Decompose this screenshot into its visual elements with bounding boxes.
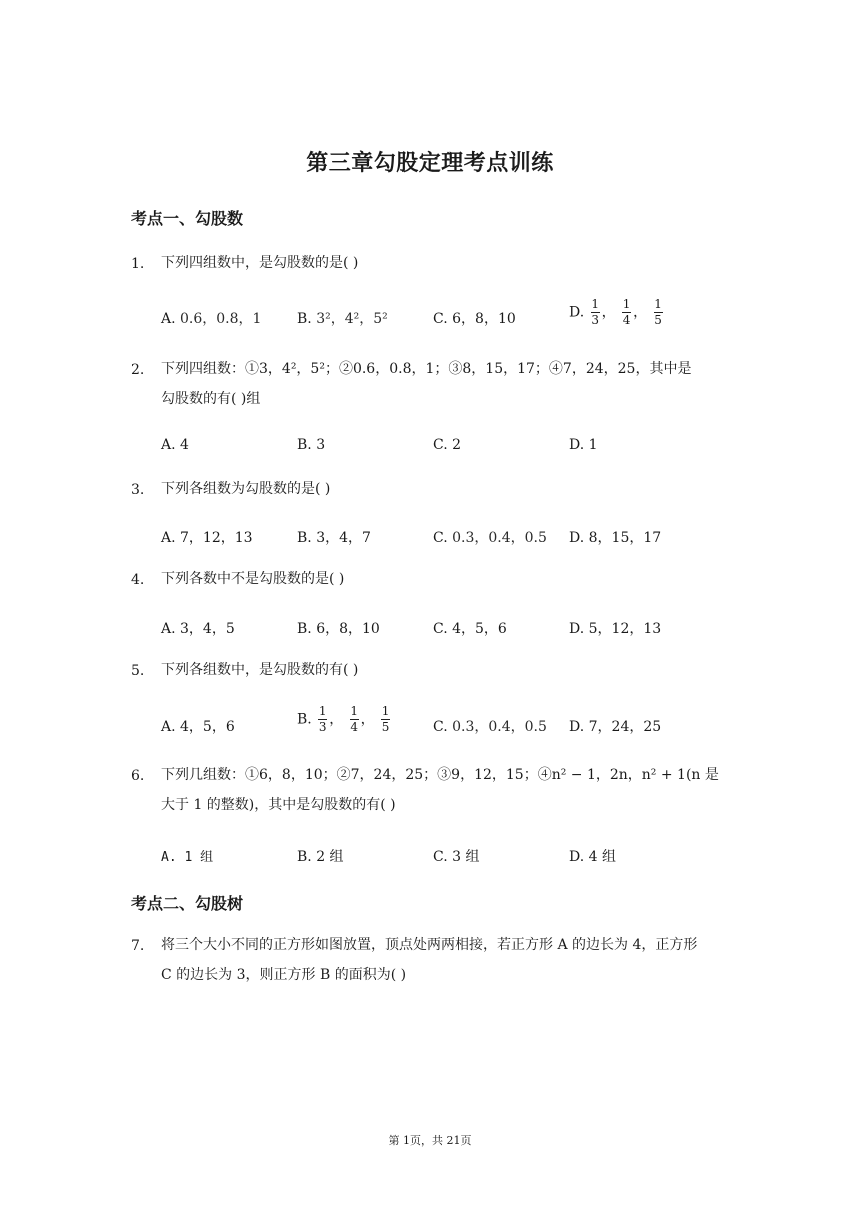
option-c: C. 0.3，0.4，0.5 <box>433 530 547 546</box>
option-c: C. 0.3，0.4，0.5 <box>433 719 547 735</box>
question-number: 4. <box>131 572 145 588</box>
question-number: 1. <box>131 256 145 272</box>
question-text: 下列几组数：①6，8，10；②7，24，25；③9，12，15；④n² − 1，2n，n² + 1(n 是 大于 1 的整数)，其中是勾股数的有( ) <box>161 767 719 813</box>
fraction: $\frac{1}{5}$ <box>654 297 662 327</box>
option-a: A. 1 组 <box>161 850 214 865</box>
option-a: A. 4，5，6 <box>161 719 235 735</box>
option-c: C. 4，5，6 <box>433 621 507 637</box>
question-number: 5. <box>131 663 145 679</box>
option-b: B. 3 <box>297 437 326 453</box>
question-number: 3. <box>131 482 145 498</box>
question-text: 将三个大小不同的正方形如图放置，顶点处两两相接，若正方形 A 的边长为 4，正方形 C 的边长为 3，则正方形 B 的面积为( ) <box>161 937 698 983</box>
option-b: B. $\frac{1}{3}$ ， $\frac{1}{4}$ ， $\frac{1}{5}$ <box>297 704 390 734</box>
option-c: C. 3 组 <box>433 849 480 865</box>
option-d: D. 8，15，17 <box>569 530 662 546</box>
option-b: B. 2 组 <box>297 849 344 865</box>
option-d: D. 4 组 <box>569 849 616 865</box>
question-text: 下列各组数中，是勾股数的有( ) <box>161 662 359 678</box>
option-d: D. 5，12，13 <box>569 621 662 637</box>
question-text: 下列四组数中，是勾股数的是( ) <box>161 255 359 271</box>
option-b: B. 6，8，10 <box>297 621 380 637</box>
option-d: D. 1 <box>569 437 598 453</box>
fraction: $\frac{1}{4}$ <box>350 704 358 734</box>
question-number: 2. <box>131 362 145 378</box>
option-a: A. 7，12，13 <box>161 530 253 546</box>
page-title: 第三章勾股定理考点训练 <box>306 151 554 176</box>
option-d: D. 7，24，25 <box>569 719 662 735</box>
section-heading-pythagorean-triples: 考点一、勾股数 <box>131 209 244 228</box>
fraction: $\frac{1}{3}$ <box>318 704 327 734</box>
fraction: $\frac{1}{5}$ <box>381 704 390 734</box>
question-text: 下列各组数为勾股数的是( ) <box>161 481 331 497</box>
option-c: C. 2 <box>433 437 462 453</box>
question-number: 6. <box>131 768 145 784</box>
option-a: A. 4 <box>161 437 189 453</box>
question-text: 下列四组数：①3，4²，5²；②0.6，0.8，1；③8，15，17；④7，24，25，其中是 勾股数的有( )组 <box>161 361 692 407</box>
fraction: $\frac{1}{3}$ <box>591 297 599 327</box>
option-a: A. 0.6，0.8，1 <box>161 311 262 327</box>
option-b: B. 3，4，7 <box>297 530 371 546</box>
fraction: $\frac{1}{4}$ <box>622 297 631 327</box>
section-heading-pythagorean-tree: 考点二、勾股树 <box>131 894 244 913</box>
question-number: 7. <box>131 938 145 954</box>
question-text: 下列各数中不是勾股数的是( ) <box>161 571 345 587</box>
option-c: C. 6，8，10 <box>433 311 516 327</box>
option-d: D. $\frac{1}{3}$ ， $\frac{1}{4}$ ， $\frac{1}{5}$ <box>569 297 662 327</box>
option-b: B. 3²，4²，5² <box>297 311 388 327</box>
option-a: A. 3，4，5 <box>161 621 235 637</box>
page-footer: 第 1页，共 21页 <box>388 1134 472 1147</box>
